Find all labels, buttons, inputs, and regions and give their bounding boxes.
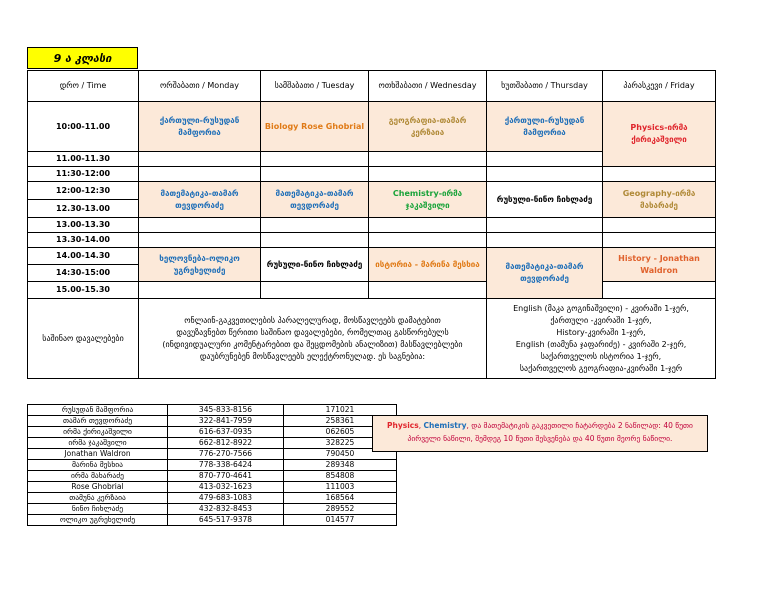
contact-code: 854808 [284, 471, 397, 482]
contact-name: მარინა მესხია [28, 460, 168, 471]
empty-cell [603, 218, 716, 233]
empty-cell [369, 282, 487, 299]
lesson-cell: ქართული-რუსუდან მამფორია [487, 102, 603, 152]
contact-name: ირმა ჯაკაშვილი [28, 438, 168, 449]
contact-phone: 345-833-8156 [168, 405, 284, 416]
lesson-cell: გეოგრაფია-თამარ კერზაია [369, 102, 487, 152]
contact-code: 790450 [284, 449, 397, 460]
empty-cell [261, 167, 369, 182]
lesson-split-note [372, 415, 708, 452]
table-row [28, 471, 397, 482]
time-slot: 15.00-15.30 [28, 282, 139, 299]
note-separator: , [418, 421, 424, 430]
empty-cell [139, 152, 261, 167]
contact-phone: 616-637-0935 [168, 427, 284, 438]
homework-item: English (თამუნა ჯაფარიძე) - კვირაში 2-ჯერ, [515, 339, 687, 349]
contact-code: 014577 [284, 515, 397, 526]
contact-phone: 479-683-1083 [168, 493, 284, 504]
contact-name: Rose Ghobrial [28, 482, 168, 493]
homework-text: ონლაინ-გაკვეთილების პარალელურად, მოსწავლეებს დამატებით დავუზავნებთ წერითი საშინაო დავალებები, რომელთაც გასწორებულს (ინდივიდუალური კომენტარებით და შეცდომების ანალიზით) მასწავლებლები დაუბრუნებენ მოსწავლეებს ელექტრონულად. ეს საგნებია: [139, 299, 487, 379]
contacts-table [27, 404, 397, 526]
empty-cell [603, 233, 716, 248]
header-friday: პარასკევი / Friday [603, 71, 716, 102]
contact-phone: 778-338-6424 [168, 460, 284, 471]
time-slot: 12.30-13.00 [28, 200, 139, 218]
contact-name: ირმა ქირიკაშვილი [28, 427, 168, 438]
contact-phone: 662-812-8922 [168, 438, 284, 449]
lesson-cell: Geography-ირმა მახარაძე [603, 182, 716, 218]
contact-code: 289348 [284, 460, 397, 471]
empty-cell [139, 167, 261, 182]
empty-cell [369, 233, 487, 248]
contact-code: 289552 [284, 504, 397, 515]
table-row [28, 460, 397, 471]
header-wednesday: ოთხშაბათი / Wednesday [369, 71, 487, 102]
empty-cell [487, 218, 603, 233]
lesson-cell: History - Jonathan Waldron [603, 248, 716, 282]
contact-code: 328225 [284, 438, 397, 449]
homework-list [487, 299, 716, 379]
table-row [28, 504, 397, 515]
time-slot: 14:30-15:00 [28, 265, 139, 282]
empty-cell [261, 282, 369, 299]
time-slot: 11.00-11.30 [28, 152, 139, 167]
header-monday: ორშაბათი / Monday [139, 71, 261, 102]
contact-code: 171021 [284, 405, 397, 416]
contact-phone: 322-841-7959 [168, 416, 284, 427]
table-row [28, 427, 397, 438]
header-tuesday: სამშაბათი / Tuesday [261, 71, 369, 102]
empty-cell [369, 152, 487, 167]
note-physics: Physics [387, 421, 419, 430]
homework-item: საქართველოს გეოგრაფია-კვირაში 1-ჯერ [519, 363, 683, 373]
empty-cell [369, 218, 487, 233]
table-row [28, 416, 397, 427]
lesson-cell: მათემატიკა-თამარ თევდორაძე [261, 182, 369, 218]
lesson-cell: ქართული-რუსუდან მამფორია [139, 102, 261, 152]
contact-phone: 870-770-4641 [168, 471, 284, 482]
table-row [28, 405, 397, 416]
empty-cell [487, 233, 603, 248]
empty-cell [261, 233, 369, 248]
time-slot: 10:00-11.00 [28, 102, 139, 152]
lesson-cell: რუსული-ნინო ჩიხლაძე [261, 248, 369, 282]
lesson-cell: Biology Rose Ghobrial [261, 102, 369, 152]
header-time: დრო / Time [28, 71, 139, 102]
table-row [28, 493, 397, 504]
contact-code: 111003 [284, 482, 397, 493]
empty-cell [603, 282, 716, 299]
time-slot: 13.00-13.30 [28, 218, 139, 233]
contact-code: 258361 [284, 416, 397, 427]
contact-name: თამუნა კერზაია [28, 493, 168, 504]
table-row [28, 515, 397, 526]
contact-name: რუსუდან მამფორია [28, 405, 168, 416]
lesson-cell: რუსული-ნინო ჩიხლაძე [487, 182, 603, 218]
empty-cell [261, 218, 369, 233]
schedule-table [27, 70, 716, 379]
table-row [28, 438, 397, 449]
lesson-cell: Chemistry-ირმა ჯაკაშვილი [369, 182, 487, 218]
time-slot: 11:30-12:00 [28, 167, 139, 182]
contact-code: 062605 [284, 427, 397, 438]
lesson-cell: მათემატიკა-თამარ თევდორაძე [487, 248, 603, 299]
homework-item: საქართველოს ისტორია 1-ჯერ, [540, 351, 662, 361]
contact-phone: 413-032-1623 [168, 482, 284, 493]
empty-cell [603, 167, 716, 182]
lesson-cell: Physics-ირმა ქირიკაშვილი [603, 102, 716, 167]
empty-cell [139, 282, 261, 299]
homework-item: History-კვირაში 1-ჯერ, [556, 327, 646, 337]
lesson-cell [139, 182, 261, 218]
homework-item: English (მაკა გოგინაშვილი) - კვირაში 1-ჯერ, [513, 303, 689, 313]
homework-label: საშინაო დავალებები [28, 299, 139, 379]
contact-phone: 776-270-7566 [168, 449, 284, 460]
empty-cell [261, 152, 369, 167]
header-thursday: ხუთშაბათი / Thursday [487, 71, 603, 102]
contact-name: ირმა მახარაძე [28, 471, 168, 482]
contact-name: ნინო ჩიხლაძე [28, 504, 168, 515]
empty-cell [487, 167, 603, 182]
note-chemistry: Chemistry [423, 421, 467, 430]
homework-item: ქართული -კვირაში 1-ჯერ, [550, 315, 652, 325]
table-row [28, 482, 397, 493]
empty-cell [139, 218, 261, 233]
time-slot: 14.00-14.30 [28, 248, 139, 265]
time-slot: 13.30-14.00 [28, 233, 139, 248]
contact-name: თამარ თევდორაძე [28, 416, 168, 427]
empty-cell [487, 152, 603, 167]
contact-name: Jonathan Waldron [28, 449, 168, 460]
empty-cell [139, 233, 261, 248]
contact-phone: 432-832-8453 [168, 504, 284, 515]
lesson-cell: ისტორია - მარინა მესხია [369, 248, 487, 282]
class-title: 9 ა კლასი [27, 47, 138, 69]
note-text: , და მათემატიკის გაკვეთილი ჩატარდება 2 ნაწილად: 40 წუთი პირველი ნაწილი, შემდეგ 10 წუთი შესვენება და 40 წუთი მეორე ნაწილი. [407, 421, 693, 443]
time-slot: 12:00-12:30 [28, 182, 139, 200]
lesson-cell: ხელოვნება-ოლიკო უგრეხელიძე [139, 248, 261, 282]
table-row [28, 449, 397, 460]
lesson-text: მათემატიკა-თამარ თევდორაძე [160, 188, 239, 210]
contact-name: ოლიკო უგრეხელიძე [28, 515, 168, 526]
contact-phone: 645-517-9378 [168, 515, 284, 526]
empty-cell [369, 167, 487, 182]
contact-code: 168564 [284, 493, 397, 504]
